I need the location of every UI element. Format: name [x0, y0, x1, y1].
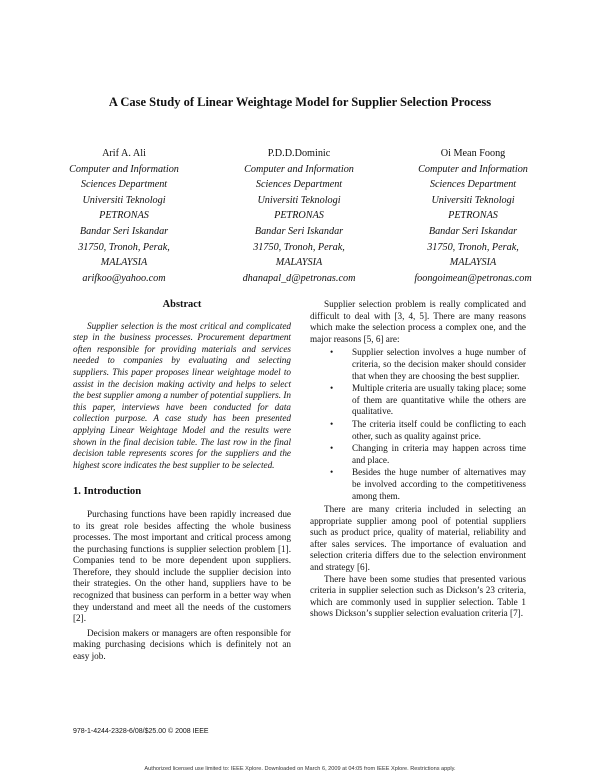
author-affiliation: Bandar Seri Iskandar — [79, 225, 169, 237]
author-affiliation: Computer and Information — [69, 163, 179, 175]
list-item-text: Multiple criteria are usually taking place; some of them are quantitative while the others are qualitative. — [352, 383, 526, 417]
list-item — [330, 418, 526, 442]
list-item — [330, 467, 526, 502]
license-notice: Authorized licensed use limited to: IEEE Xplore. Downloaded on March 6, 2009 at 04:05 from IEEE Xplore. Restrictions apply. — [144, 766, 456, 772]
abstract-text: Supplier selection is the most critical and complicated step in the business processes. Procurement department often responsible for providing materials and services needed to companies by evaluating and selecting suppliers. This paper proposes linear weightage model to assist in the decision making activity and helps to select the best supplier among a number of potential suppliers. In this paper, interviews have been conducted for data collection purpose. A case study has been presented applying Linear Weightage Model and the results were shown in the final decision table. The last row in the final decision table represents scores for the suppliers and the highest score indicates the best supplier to be selected. — [73, 320, 291, 470]
paper-title: A Case Study of Linear Weightage Model for Supplier Selection Process — [108, 95, 492, 109]
bullet-icon: • — [330, 383, 334, 394]
paragraph: Purchasing functions have been rapidly increased due to its great role besides affecting the whole business processes. The most important and critical process among the purchasing functions is supplier selection problem [1]. Companies tend to be more dependent upon suppliers. Therefore, they should include the supplier decision into their strategies. On the other hand, suppliers have to be recognized that business can perform in a better way when they understand and meet all the needs of the customers [2]. — [73, 508, 291, 624]
list-item-text: Besides the huge number of alternatives may be involved according to the competitiveness among them. — [352, 467, 526, 501]
list-item-text: Changing in criteria may happen across time and place. — [352, 443, 526, 465]
author-affiliation: Universiti Teknologi — [257, 194, 341, 206]
author-affiliation: PETRONAS — [448, 210, 498, 222]
author-affiliation: 31750, Tronoh, Perak, — [78, 241, 170, 253]
left-column — [73, 299, 291, 663]
bullet-icon: • — [330, 418, 334, 429]
section-heading-introduction: 1. Introduction — [73, 486, 142, 498]
author-affiliation: Universiti Teknologi — [82, 194, 166, 206]
author-affiliation: Computer and Information — [418, 163, 528, 175]
author-block-3 — [388, 146, 558, 286]
list-item-text: The criteria itself could be conflicting to each other, such as quality against price. — [352, 418, 526, 441]
author-name: P.D.D.Dominic — [267, 148, 331, 159]
author-name: Arif A. Ali — [102, 148, 146, 159]
author-affiliation: Bandar Seri Iskandar — [254, 225, 344, 237]
paragraph: There have been some studies that presented various criteria in supplier selection such as Dickson’s 23 criteria, which are commonly used in supplier selection. Table 1 shows Dickson’s supplier selection evaluation criteria [7]. — [310, 573, 526, 619]
author-affiliation: 31750, Tronoh, Perak, — [427, 241, 519, 253]
author-affiliation: Universiti Teknologi — [431, 194, 515, 206]
author-affiliation: 31750, Tronoh, Perak, — [253, 241, 345, 253]
paragraph: Supplier selection problem is really complicated and difficult to deal with [3, 4, 5]. There are many reasons which make the selection process a complex one, and the major reasons [5, 6] are: — [310, 299, 526, 344]
author-affiliation: Sciences Department — [429, 179, 517, 191]
author-affiliation: Bandar Seri Iskandar — [428, 225, 518, 237]
bullet-list — [310, 347, 526, 502]
author-affiliation: MALAYSIA — [275, 257, 323, 269]
list-item-text: Supplier selection involves a huge number of criteria, so the decision maker should consider that when they are choosing the best supplier. — [352, 347, 526, 381]
bullet-icon: • — [330, 443, 334, 454]
author-affiliation: PETRONAS — [99, 210, 149, 222]
list-item — [330, 383, 526, 418]
list-item — [330, 443, 526, 466]
bullet-icon: • — [330, 467, 334, 478]
author-affiliation: PETRONAS — [274, 210, 324, 222]
author-block-1 — [39, 146, 209, 286]
copyright-notice: 978-1-4244-2328-6/08/$25.00 © 2008 IEEE — [73, 728, 209, 735]
author-email[interactable]: foongoimean@petronas.com — [414, 272, 532, 284]
bullet-icon: • — [330, 347, 334, 358]
author-affiliation: Computer and Information — [244, 163, 354, 175]
paragraph: There are many criteria included in selecting an appropriate supplier among pool of potential suppliers such as product price, quality of material, reliability and after sales services. The importance of evaluation and selection criteria differs due to the selection environment and strategy [6]. — [310, 504, 526, 573]
author-name: Oi Mean Foong — [440, 148, 506, 159]
list-item — [330, 347, 526, 382]
author-affiliation: MALAYSIA — [449, 257, 497, 269]
author-affiliation: MALAYSIA — [100, 257, 148, 269]
right-column — [310, 299, 526, 620]
author-affiliation: Sciences Department — [80, 179, 168, 191]
abstract-heading: Abstract — [162, 299, 202, 310]
paragraph: Decision makers or managers are often responsible for making purchasing decisions which is definitely not an easy job. — [73, 627, 291, 662]
author-block-2 — [214, 146, 384, 286]
author-email[interactable]: arifkoo@yahoo.com — [82, 272, 166, 284]
author-email[interactable]: dhanapal_d@petronas.com — [242, 272, 356, 284]
author-affiliation: Sciences Department — [255, 179, 343, 191]
